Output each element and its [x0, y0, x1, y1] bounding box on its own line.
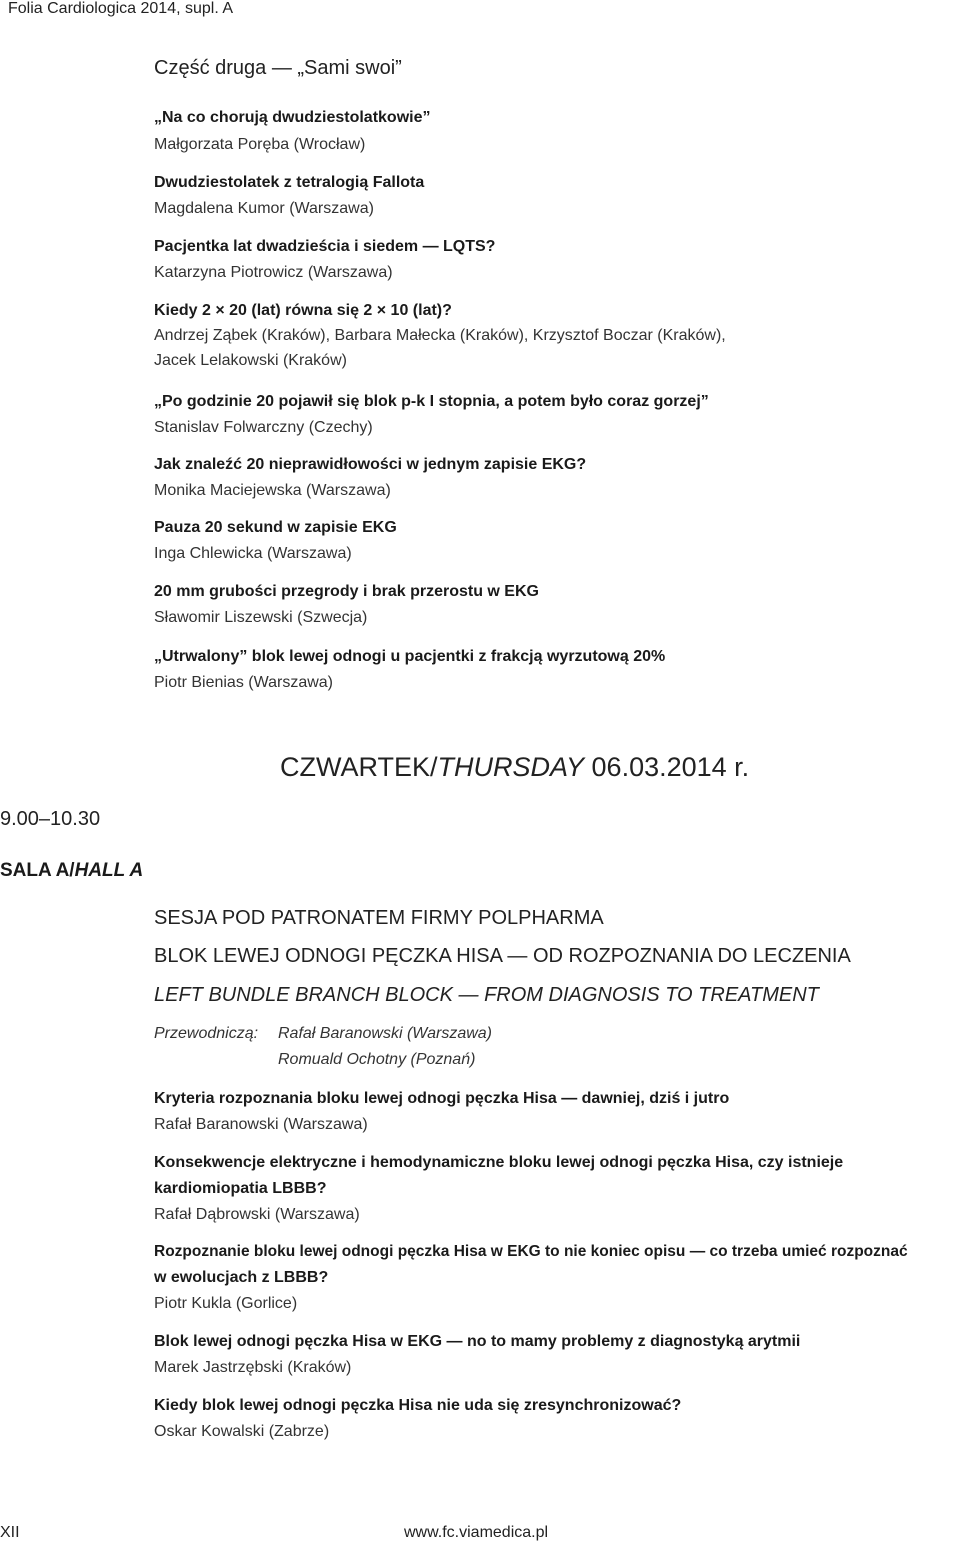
footer-url[interactable]: www.fc.viamedica.pl: [404, 1524, 549, 1541]
talk-title: Pacjentka lat dwadzieścia i siedem — LQTS?: [154, 238, 496, 255]
talk-authors: Katarzyna Piotrowicz (Warszawa): [154, 264, 393, 281]
hall-label-en: HALL A: [74, 860, 144, 881]
talk-title: Kiedy blok lewej odnogi pęczka Hisa nie uda się zresynchronizować?: [154, 1397, 682, 1414]
talk-title-cont: kardiomiopatia LBBB?: [154, 1180, 327, 1197]
talk-authors: Andrzej Ząbek (Kraków), Barbara Małecka (Kraków), Krzysztof Boczar (Kraków),: [154, 327, 726, 344]
talk-title: Jak znaleźć 20 nieprawidłowości w jednym zapisie EKG?: [154, 456, 587, 473]
talk-title: Konsekwencje elektryczne i hemodynamiczne bloku lewej odnogi pęczka Hisa, czy istnieje: [154, 1154, 844, 1171]
talk-title: Dwudziestolatek z tetralogią Fallota: [154, 174, 425, 191]
hall-label: [0, 860, 143, 882]
part-title: Część druga — „Sami swoi”: [154, 57, 402, 79]
session-title-pl: BLOK LEWEJ ODNOGI PĘCZKA HISA — OD ROZPOZNANIA DO LECZENIA: [154, 945, 851, 967]
talk-title-cont: w ewolucjach z LBBB?: [154, 1269, 329, 1286]
hall-label-pl: SALA A/: [0, 860, 75, 881]
talk-title: „Utrwalony” blok lewej odnogi u pacjentki z frakcją wyrzutową 20%: [154, 648, 666, 665]
talk-title: Blok lewej odnogi pęczka Hisa w EKG — no to mamy problemy z diagnostyką arytmii: [154, 1333, 801, 1350]
talk-title: Rozpoznanie bloku lewej odnogi pęczka Hisa w EKG to nie koniec opisu — co trzeba umieć rozpoznać: [154, 1243, 908, 1260]
chairs-label: Przewodniczą:: [154, 1025, 259, 1042]
page-number: XII: [0, 1524, 20, 1541]
talk-authors: Sławomir Liszewski (Szwecja): [154, 609, 368, 626]
talk-authors: Małgorzata Poręba (Wrocław): [154, 136, 366, 153]
day-heading: [280, 752, 749, 783]
talk-authors: Jacek Lelakowski (Kraków): [154, 352, 347, 369]
talk-authors: Piotr Kukla (Gorlice): [154, 1295, 298, 1312]
chair-name: Rafał Baranowski (Warszawa): [278, 1025, 492, 1042]
session-time: 9.00–10.30: [0, 808, 101, 830]
talk-authors: Rafał Dąbrowski (Warszawa): [154, 1206, 360, 1223]
talk-authors: Oskar Kowalski (Zabrze): [154, 1423, 330, 1440]
talk-title: „Po godzinie 20 pojawił się blok p-k I stopnia, a potem było coraz gorzej”: [154, 393, 709, 410]
talk-authors: Inga Chlewicka (Warszawa): [154, 545, 352, 562]
talk-authors: Stanislav Folwarczny (Czechy): [154, 419, 373, 436]
talk-title: Kryteria rozpoznania bloku lewej odnogi pęczka Hisa — dawniej, dziś i jutro: [154, 1090, 730, 1107]
day-date: 06.03.2014 r.: [584, 752, 750, 782]
talk-authors: Marek Jastrzębski (Kraków): [154, 1359, 352, 1376]
session-sponsor: SESJA POD PATRONATEM FIRMY POLPHARMA: [154, 907, 604, 929]
session-title-en: LEFT BUNDLE BRANCH BLOCK — FROM DIAGNOSIS TO TREATMENT: [154, 984, 819, 1006]
journal-header: Folia Cardiologica 2014, supl. A: [8, 0, 234, 17]
talk-title: Kiedy 2 × 20 (lat) równa się 2 × 10 (lat)?: [154, 302, 452, 319]
talk-title: Pauza 20 sekund w zapisie EKG: [154, 519, 397, 536]
talk-authors: Piotr Bienias (Warszawa): [154, 674, 334, 691]
chair-name: Romuald Ochotny (Poznań): [278, 1051, 476, 1068]
talk-authors: Monika Maciejewska (Warszawa): [154, 482, 391, 499]
talk-title: 20 mm grubości przegrody i brak przerostu w EKG: [154, 583, 539, 600]
talk-title: „Na co chorują dwudziestolatkowie”: [154, 109, 431, 126]
day-label-en: THURSDAY: [437, 752, 585, 782]
talk-authors: Rafał Baranowski (Warszawa): [154, 1116, 368, 1133]
day-label: CZWARTEK/: [280, 752, 438, 782]
talk-authors: Magdalena Kumor (Warszawa): [154, 200, 374, 217]
